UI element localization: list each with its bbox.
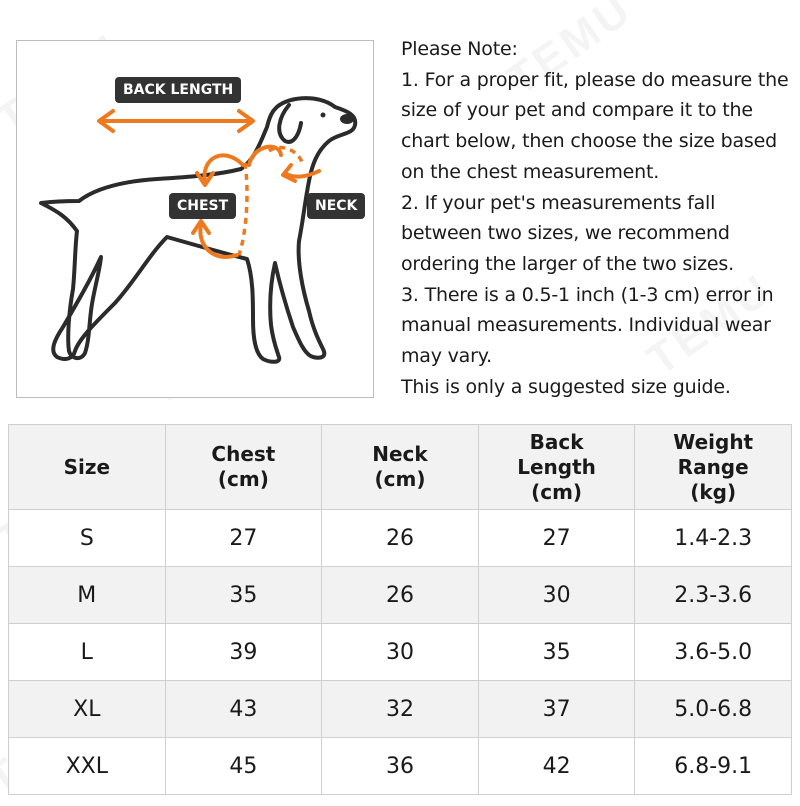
note-item-2: 2. If your pet's measurements fall between two sizes, we recommend ordering the larger of the two sizes. (401, 191, 734, 275)
chest-label: CHEST (169, 193, 236, 219)
cell-weight: 1.4-2.3 (635, 510, 792, 567)
header-chest: Chest (cm) (165, 425, 322, 510)
dog-measurement-diagram (16, 40, 374, 398)
chest-measure-line (239, 163, 247, 255)
cell-weight: 5.0-6.8 (635, 681, 792, 738)
cell-neck: 36 (322, 738, 479, 795)
cell-chest: 43 (165, 681, 322, 738)
cell-neck: 26 (322, 510, 479, 567)
cell-chest: 45 (165, 738, 322, 795)
cell-size: S (9, 510, 166, 567)
header-neck: Neck (cm) (322, 425, 479, 510)
table-row (9, 510, 792, 567)
dog-outline (41, 98, 355, 362)
table-row (9, 624, 792, 681)
header-size: Size (9, 425, 166, 510)
cell-back-length: 42 (478, 738, 635, 795)
table-row (9, 681, 792, 738)
cell-weight: 3.6-5.0 (635, 624, 792, 681)
table-header-row (9, 425, 792, 510)
table-row (9, 567, 792, 624)
cell-weight: 6.8-9.1 (635, 738, 792, 795)
cell-neck: 26 (322, 567, 479, 624)
notes-footer: This is only a suggested size guide. (401, 375, 731, 398)
dog-ear (279, 105, 301, 142)
cell-neck: 30 (322, 624, 479, 681)
cell-chest: 27 (165, 510, 322, 567)
cell-chest: 39 (165, 624, 322, 681)
cell-size: L (9, 624, 166, 681)
neck-measure-line (269, 147, 303, 165)
cell-size: M (9, 567, 166, 624)
cell-size: XL (9, 681, 166, 738)
table-row (9, 738, 792, 795)
size-chart-table (8, 424, 792, 795)
neck-arrow (285, 171, 319, 177)
cell-back-length: 27 (478, 510, 635, 567)
header-back-length: Back Length (cm) (478, 425, 635, 510)
dog-nose (340, 114, 354, 124)
back-length-label: BACK LENGTH (115, 77, 241, 103)
note-item-3: 3. There is a 0.5-1 inch (1-3 cm) error in manual measurements. Individual wear may vary. (401, 283, 774, 368)
header-weight-range: Weight Range (kg) (635, 425, 792, 510)
cell-back-length: 35 (478, 624, 635, 681)
cell-neck: 32 (322, 681, 479, 738)
size-notes (401, 34, 797, 402)
notes-title: Please Note: (401, 38, 518, 60)
neck-label: NECK (307, 193, 365, 219)
cell-back-length: 30 (478, 567, 635, 624)
note-item-1: 1. For a proper fit, please do measure the size of your pet and compare it to the chart below, then choose the size based on the chest measurement. (401, 68, 789, 183)
dog-eye (321, 113, 326, 118)
cell-back-length: 37 (478, 681, 635, 738)
cell-size: XXL (9, 738, 166, 795)
cell-chest: 35 (165, 567, 322, 624)
cell-weight: 2.3-3.6 (635, 567, 792, 624)
